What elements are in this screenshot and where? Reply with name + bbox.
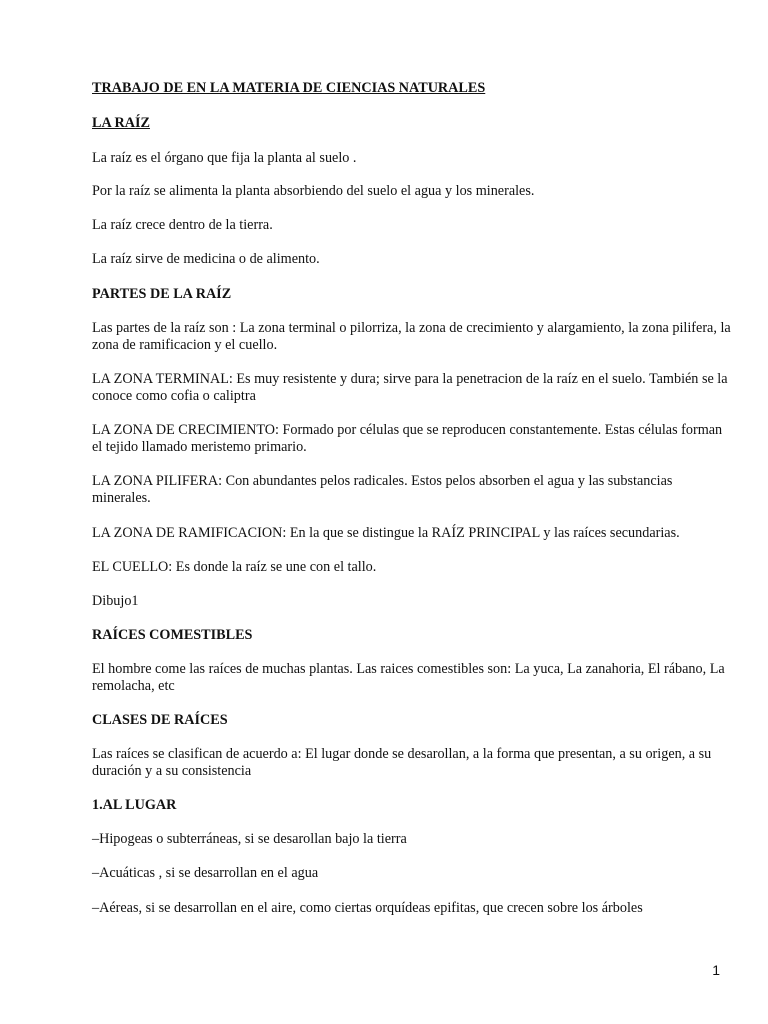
paragraph: LA ZONA DE CRECIMIENTO: Formado por células que se reproducen constantemente. Estas células forman el tejido llamado meristemo primario. [92, 422, 723, 455]
paragraph: El hombre come las raíces de muchas plantas. Las raices comestibles son: La yuca, La zanahoria, El rábano, La remolacha, etc [92, 661, 725, 694]
dibujo-label: Dibujo1 [92, 593, 139, 609]
heading-clases-de-raices: CLASES DE RAÍCES [92, 712, 228, 728]
list-item: –Hipogeas o subterráneas, si se desarollan bajo la tierra [92, 831, 407, 847]
paragraph: La raíz es el órgano que fija la planta al suelo . [92, 150, 357, 166]
document-title: TRABAJO DE EN LA MATERIA DE CIENCIAS NATURALES [92, 80, 486, 96]
heading-la-raiz: LA RAÍZ [92, 115, 150, 131]
list-item: –Acuáticas , si se desarrollan en el agua [92, 865, 319, 881]
list-item: –Aéreas, si se desarrollan en el aire, como ciertas orquídeas epifitas, que crecen sobre los árboles [92, 900, 643, 916]
paragraph: Las raíces se clasifican de acuerdo a: El lugar donde se desarollan, a la forma que presentan, a su origen, a su duración y a su consistencia [92, 746, 712, 779]
heading-raices-comestibles: RAÍCES COMESTIBLES [92, 627, 253, 643]
paragraph: LA ZONA TERMINAL: Es muy resistente y dura; sirve para la penetracion de la raíz en el suelo. También se la conoce como cofia o caliptra [92, 371, 728, 404]
page-number: 1 [712, 962, 720, 978]
paragraph: EL CUELLO: Es donde la raíz se une con el tallo. [92, 559, 377, 575]
paragraph: Las partes de la raíz son : La zona terminal o pilorriza, la zona de crecimiento y alargamiento, la zona pilifera, la zona de ramificacion y el cuello. [92, 320, 731, 353]
paragraph: La raíz crece dentro de la tierra. [92, 217, 273, 233]
paragraph: Por la raíz se alimenta la planta absorbiendo del suelo el agua y los minerales. [92, 183, 535, 199]
paragraph: LA ZONA PILIFERA: Con abundantes pelos radicales. Estos pelos absorben el agua y las substancias minerales. [92, 473, 673, 506]
heading-al-lugar: 1.AL LUGAR [92, 797, 177, 813]
paragraph: LA ZONA DE RAMIFICACION: En la que se distingue la RAÍZ PRINCIPAL y las raíces secundarias. [92, 525, 680, 541]
heading-partes-de-la-raiz: PARTES DE LA RAÍZ [92, 286, 232, 302]
paragraph: La raíz sirve de medicina o de alimento. [92, 251, 320, 267]
